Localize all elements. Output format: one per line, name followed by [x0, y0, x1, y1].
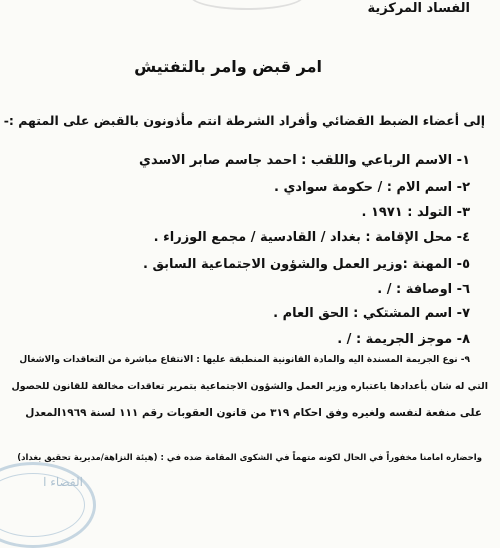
court-stamp — [0, 462, 96, 548]
item-complainant: ٧- اسم المشتكي : الحق العام . — [273, 306, 470, 321]
stamp-text: القضاء ا — [43, 475, 83, 489]
top-seal-mark — [190, 0, 304, 10]
crime-type-line-3: على منفعة لنفسه ولغيره وفق احكام ٣١٩ من قانون العقوبات رقم ١١١ لسنة ١٩٦٩المعدل — [25, 407, 482, 419]
item-crime-summary: ٨- موجز الجريمة : / . — [337, 332, 470, 347]
crime-type-line-1: ٩- نوع الجريمة المسندة اليه والمادة القانونية المنطبقة عليها : الانتفاع مباشرة من التعاقدات والاشغال — [19, 355, 470, 365]
closing-line: واحضاره امامنا مخفوراً في الحال لكونه متهماً في الشكوى المقامة ضده في : (هيئة النزاهة/مديرية تحقيق بغداد) — [17, 453, 482, 463]
item-profession: ٥- المهنة :وزير العمل والشؤون الاجتماعية السابق . — [142, 257, 470, 272]
item-residence: ٤- محل الإقامة : بغداد / القادسية / مجمع الوزراء . — [153, 230, 470, 245]
crime-type-line-2: التي له شان بأعدادها باعتباره وزير العمل والشؤون الاجتماعية بتمرير تعاقدات مخالفة للقانون للحصول — [11, 381, 488, 392]
item-full-name: ١- الاسم الرباعي واللقب : احمد جاسم صابر الاسدي — [139, 153, 470, 168]
item-birth-year: ٣- التولد : ١٩٧١ . — [361, 205, 470, 220]
page-title: امر قبض وامر بالتفتيش — [134, 57, 322, 76]
item-mother-name: ٢- اسم الام : / حكومة سوادي . — [274, 180, 470, 195]
department-name: الفساد المركزية — [367, 1, 470, 16]
intro-line: إلى أعضاء الضبط القضائي وأفراد الشرطة انتم مأذونون بالقبض على المتهم :- — [3, 113, 485, 128]
item-description: ٦- اوصافة : / . — [377, 282, 470, 297]
